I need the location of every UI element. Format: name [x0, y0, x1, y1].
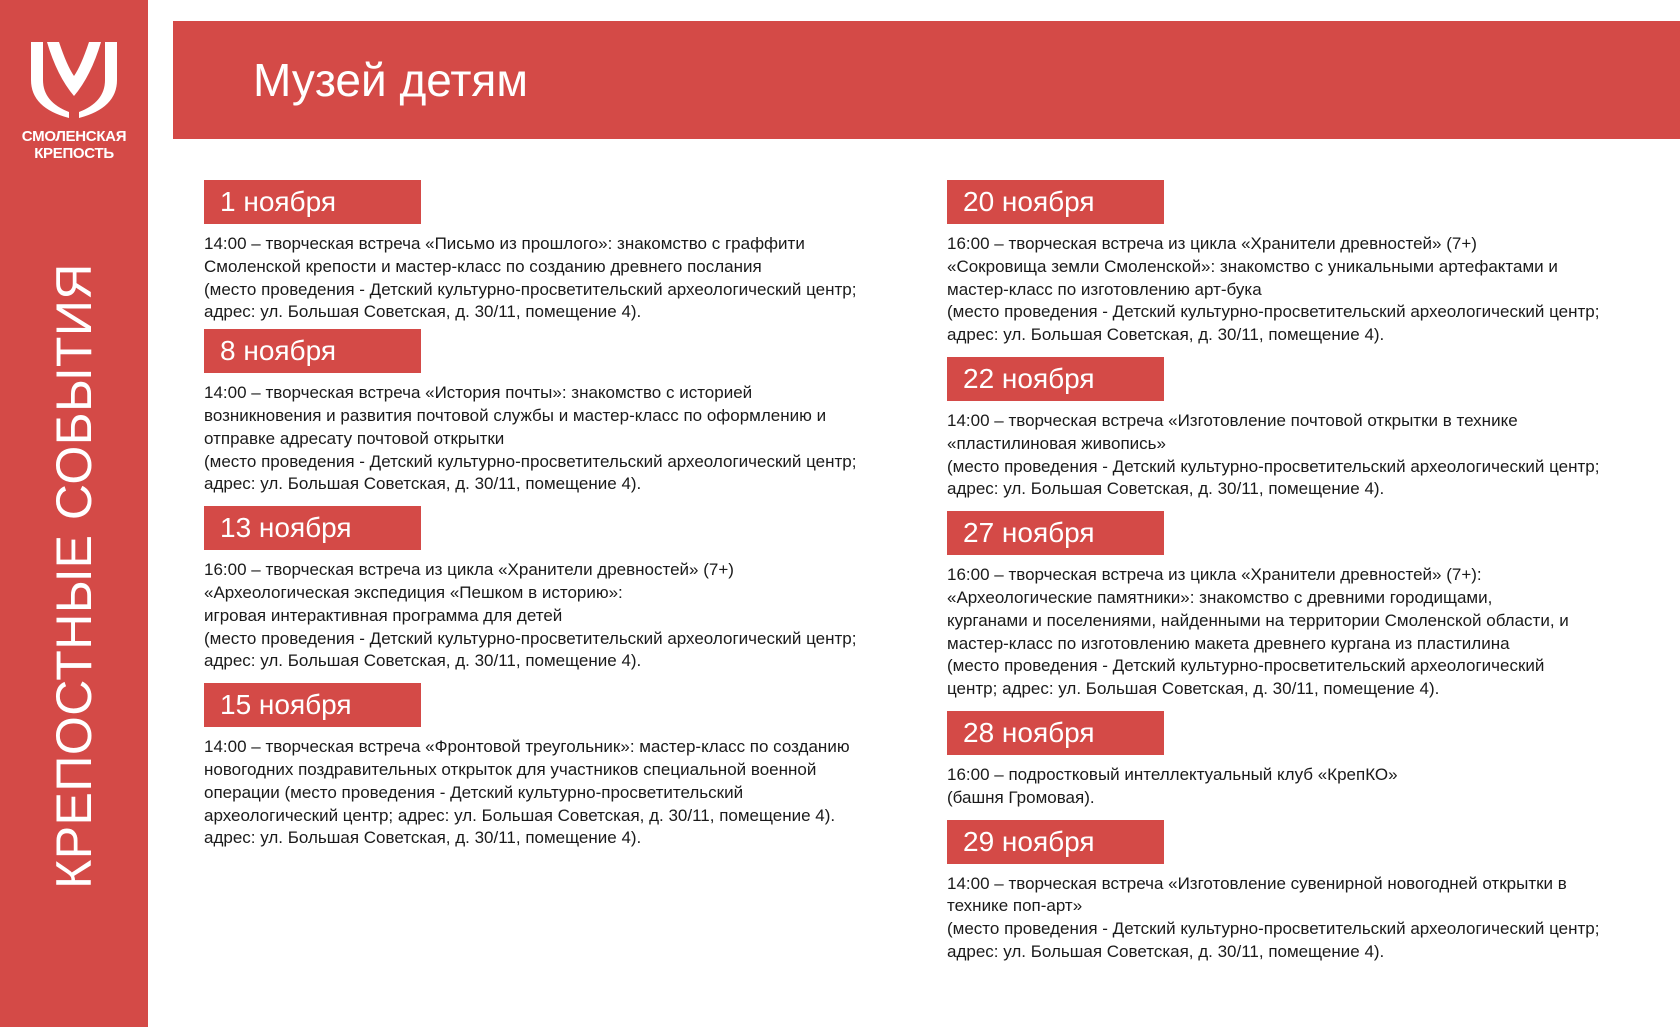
event-item — [947, 711, 1667, 810]
logo-text — [10, 128, 138, 162]
event-description: 14:00 – творческая встреча «Изготовление почтовой открытки в технике «пластилиновая живопись» (место проведения - Детский культурно-просветительский археологический центр; адрес: ул. Большая Советская, д. 30/11, помещение 4). — [947, 410, 1600, 499]
events-column-right — [947, 180, 1667, 964]
event-item — [947, 820, 1667, 964]
logo-line-1: СМОЛЕНСКАЯ — [21, 128, 127, 145]
event-date: 28 ноября — [947, 711, 1164, 755]
event-date: 27 ноября — [947, 511, 1164, 555]
event-item — [204, 683, 924, 850]
page-title: Музей детям — [253, 54, 528, 106]
event-description: 16:00 – творческая встреча из цикла «Хранители древностей» (7+): «Археологические памятники»: знакомство с древними городищами, курганами и поселениями, найденными на территории Смоленской области, и мастер-класс по изготовлению макета древнего кургана из пластилина (место проведения - Детский культурно-просветительский археологический центр; адрес: ул. Большая Советская, д. 30/11, помещение 4). — [947, 565, 1569, 699]
vertical-title: КРЕПОСТНЫЕ СОБЫТИЯ — [46, 263, 102, 889]
logo — [10, 40, 138, 170]
events-column-left — [204, 180, 924, 850]
event-item — [947, 511, 1667, 701]
event-description: 14:00 – творческая встреча «Фронтовой треугольник»: мастер-класс по созданию новогодних поздравительных открыток для участников специальной военной операции (место проведения - Детский культурно-просветительский археологический центр; адрес: ул. Большая Советская, д. 30/11, помещение 4). адрес: ул. Большая Советская, д. 30/11, помещение 4). — [204, 737, 850, 848]
sidebar — [0, 0, 148, 1027]
logo-line-2: КРЕПОСТЬ — [34, 145, 114, 162]
event-date: 1 ноября — [204, 180, 421, 224]
event-item — [204, 329, 924, 496]
event-date: 22 ноября — [947, 357, 1164, 401]
event-date: 8 ноября — [204, 329, 421, 373]
event-item — [204, 180, 924, 324]
event-date: 20 ноября — [947, 180, 1164, 224]
event-description: 14:00 – творческая встреча «История почты»: знакомство с историей возникновения и развития почтовой службы и мастер-класс по оформлению и отправке адресату почтовой открытки (место проведения - Детский культурно-просветительский археологический центр; адрес: ул. Большая Советская, д. 30/11, помещение 4). — [204, 383, 857, 494]
event-description: 14:00 – творческая встреча «Изготовление сувенирной новогодней открытки в технике поп-арт» (место проведения - Детский культурно-просветительский археологический центр; адрес: ул. Большая Советская, д. 30/11, помещение 4). — [947, 873, 1600, 961]
event-description: 16:00 – подростковый интеллектуальный клуб «КрепКО» (башня Громовая). — [947, 764, 1398, 807]
event-description: 16:00 – творческая встреча из цикла «Хранители древностей» (7+) «Археологическая экспедиция «Пешком в историю»: игровая интерактивная программа для детей (место проведения - Детский культурно-просветительский археологический центр; адрес: ул. Большая Советская, д. 30/11, помещение 4). — [204, 560, 857, 671]
header-banner — [173, 21, 1680, 139]
event-description: 16:00 – творческая встреча из цикла «Хранители древностей» (7+) «Сокровища земли Смоленской»: знакомство с уникальными артефактами и мастер-класс по изготовлению арт-бука (место проведения - Детский культурно-просветительский археологический центр; адрес: ул. Большая Советская, д. 30/11, помещение 4). — [947, 234, 1600, 345]
event-item — [947, 180, 1667, 347]
event-description: 14:00 – творческая встреча «Письмо из прошлого»: знакомство с граффити Смоленской крепости и мастер-класс по созданию древнего послания (место проведения - Детский культурно-просветительский археологический центр; адрес: ул. Большая Советская, д. 30/11, помещение 4). — [204, 234, 857, 322]
event-item — [204, 506, 924, 673]
event-item — [947, 357, 1667, 501]
event-date: 15 ноября — [204, 683, 421, 727]
event-date: 29 ноября — [947, 820, 1164, 864]
fortress-m-icon — [29, 40, 119, 120]
event-date: 13 ноября — [204, 506, 421, 550]
